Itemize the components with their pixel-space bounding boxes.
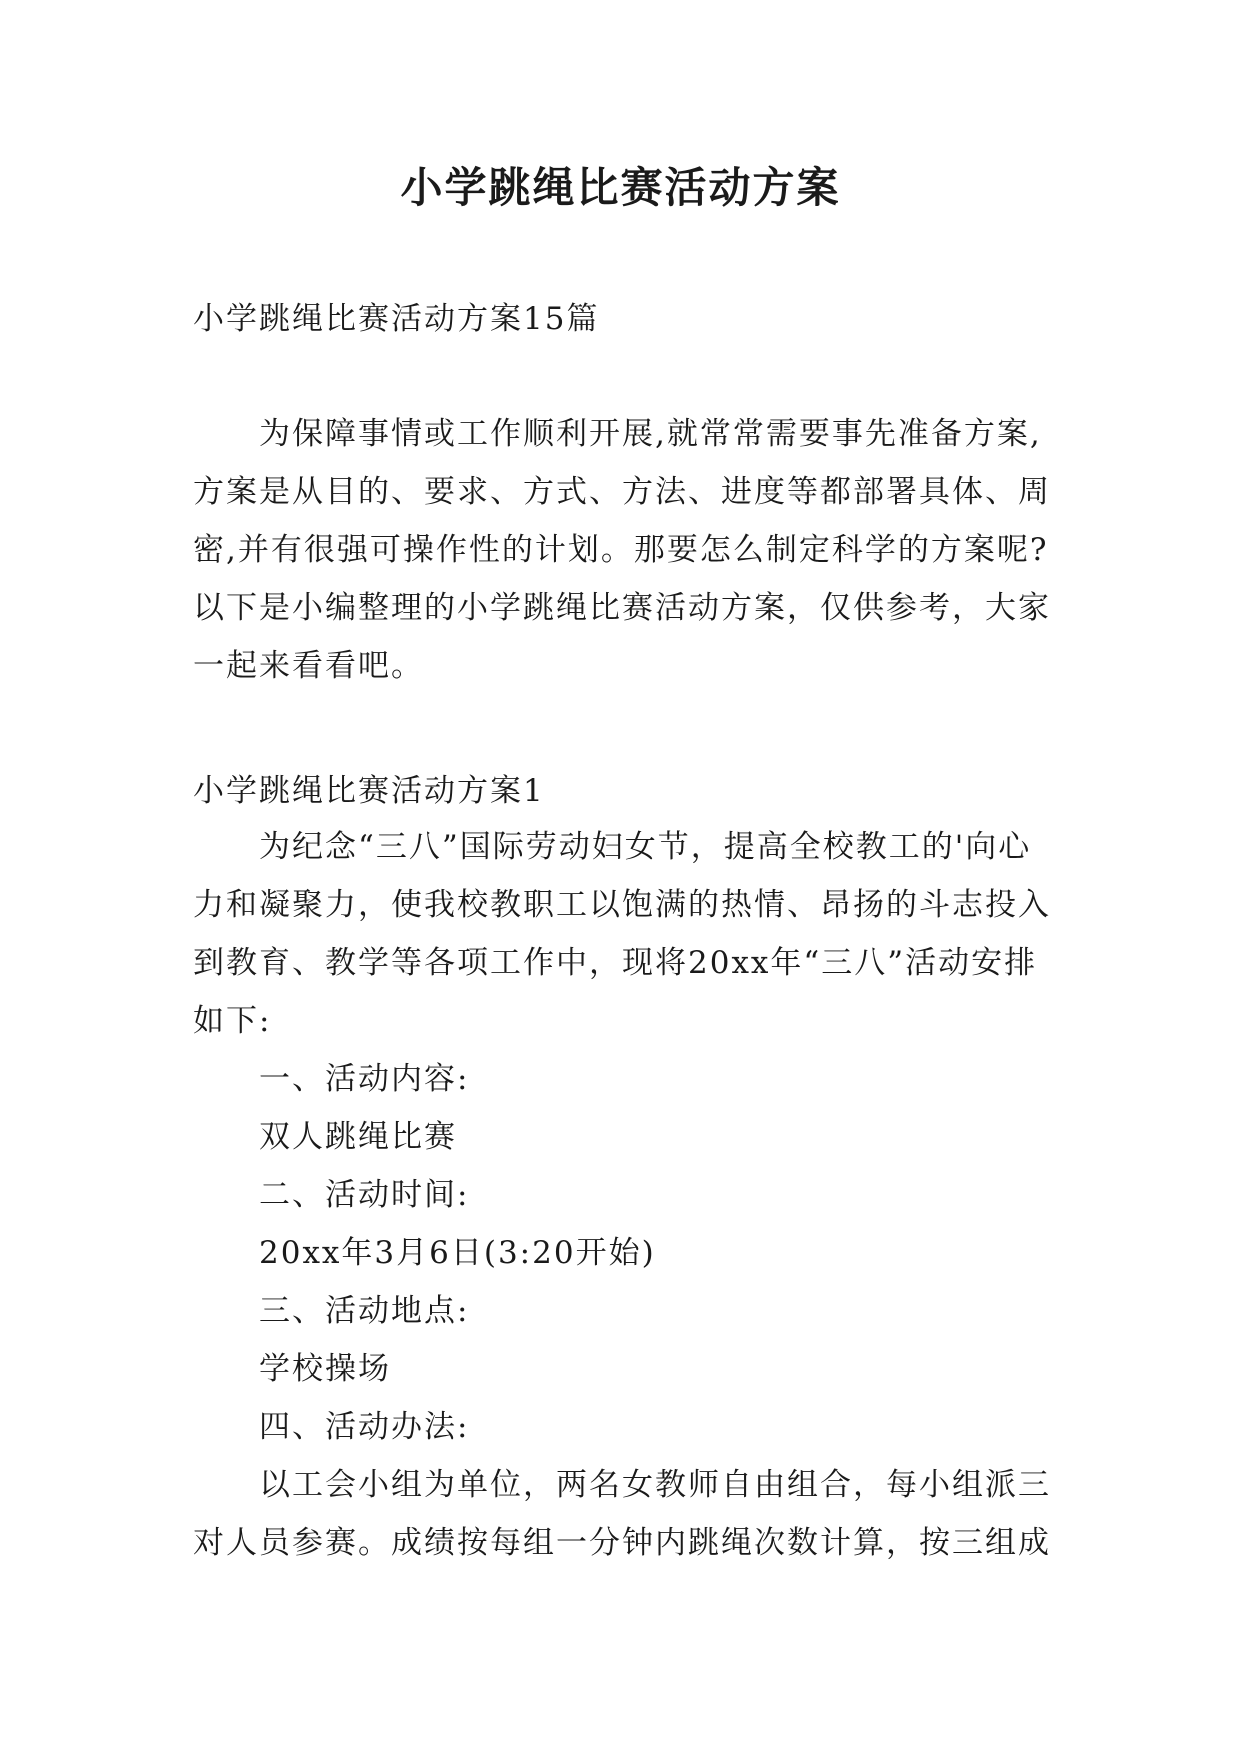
document-subtitle: 小学跳绳比赛活动方案15篇 [193, 301, 600, 337]
item-heading-content: 一、活动内容: [259, 1061, 470, 1097]
intro-text: 为保障事情或工作顺利开展,就常常需要事先准备方案,方案是从目的、要求、方式、方法、进度等都部署具体、周密,并有很强可操作性的计划。那要怎么制定科学的方案呢?以下是小编整理的小学跳绳比赛活动方案，仅供参考，大家一起来看看吧。 [193, 416, 1051, 684]
document-title: 小学跳绳比赛活动方案 [400, 163, 841, 212]
item-body-method: 以工会小组为单位，两名女教师自由组合，每小组派三对人员参赛。成绩按每组一分钟内跳绳次数计算，按三组成 [193, 1467, 1051, 1561]
item-body-time: 20xx年3月6日(3:20开始) [259, 1235, 656, 1271]
section-body [193, 818, 1055, 1572]
item-body-location: 学校操场 [259, 1351, 391, 1387]
item-heading-method: 四、活动办法: [259, 1409, 470, 1445]
intro-paragraph [193, 405, 1055, 695]
item-heading-time: 二、活动时间: [259, 1177, 470, 1213]
section-heading: 小学跳绳比赛活动方案1 [193, 773, 545, 809]
item-heading-location: 三、活动地点: [259, 1293, 470, 1329]
section-paragraph: 为纪念“三八”国际劳动妇女节，提高全校教工的'向心力和凝聚力，使我校教职工以饱满的热情、昂扬的斗志投入到教育、教学等各项工作中，现将20xx年“三八”活动安排如下: [193, 829, 1051, 1039]
item-body-content: 双人跳绳比赛 [259, 1119, 457, 1155]
